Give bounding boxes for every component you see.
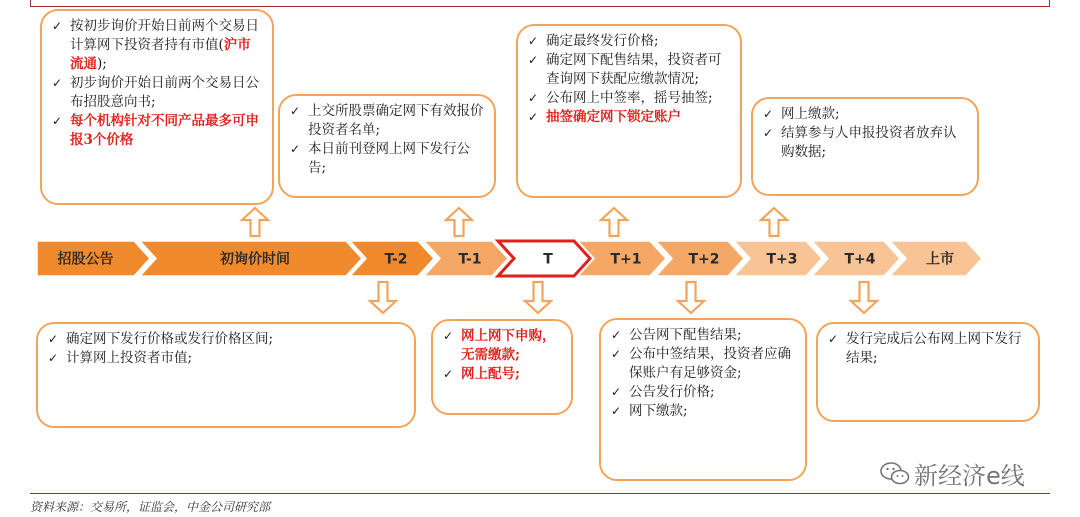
arrow-up-icon (446, 208, 472, 236)
check-icon: ✓ (52, 114, 63, 128)
bottom-rule (30, 493, 1050, 494)
check-icon: ✓ (528, 91, 539, 105)
text-run: 网上缴款; (781, 106, 840, 122)
arrow-up-icon (761, 208, 787, 236)
checklist-text (66, 349, 406, 368)
text-run: 计算网上投资者市值; (66, 350, 193, 366)
text-run: 公告网下配售结果; (629, 327, 742, 343)
check-icon: ✓ (52, 76, 63, 90)
checklist-text (629, 345, 797, 383)
check-icon: ✓ (48, 332, 59, 346)
checklist-item (48, 349, 406, 368)
text-run: 公布网上中签率，摇号抽签; (546, 90, 713, 106)
check-icon: ✓ (52, 19, 63, 33)
arrow-down-icon (678, 282, 704, 313)
checklist-text (629, 402, 797, 421)
checklist-text (629, 383, 797, 402)
text-run: 结算参与人申报投资者放弃认购数据; (781, 125, 957, 160)
timeline-label: 初询价时间 (220, 251, 290, 268)
check-icon: ✓ (290, 104, 301, 118)
check-icon: ✓ (290, 142, 301, 156)
timeline-label: T-2 (384, 251, 408, 268)
check-icon: ✓ (611, 328, 622, 342)
check-icon: ✓ (528, 110, 539, 124)
timeline-label: 上市 (926, 251, 954, 268)
checklist-text (461, 365, 563, 384)
checklist-item (443, 327, 563, 365)
check-icon: ✓ (48, 351, 59, 365)
text-run: 公告发行价格; (629, 384, 715, 400)
arrow-up-icon (242, 208, 268, 236)
text-run: ); (97, 56, 107, 72)
check-icon: ✓ (611, 385, 622, 399)
timeline-label: 招股公告 (57, 251, 114, 268)
timeline-label: T+1 (610, 251, 642, 268)
box-t-plus-2 (599, 318, 807, 481)
box-t-plus-4 (816, 322, 1040, 422)
box-t-minus-2 (36, 322, 416, 428)
check-icon: ✓ (443, 329, 454, 343)
check-icon: ✓ (763, 126, 774, 140)
checklist-item (48, 330, 406, 349)
arrow-down-icon (370, 282, 396, 313)
checklist-text (461, 327, 563, 365)
text-run: 初步询价开始日前两个交易日公布招股意向书; (70, 75, 259, 110)
timeline-label: T+2 (688, 251, 720, 268)
text-run: 沪市流通 (70, 37, 251, 72)
text-run: 确定网下发行价格或发行价格区间; (66, 331, 274, 347)
check-icon: ✓ (763, 107, 774, 121)
checklist-text (846, 330, 1030, 368)
checklist-item (611, 402, 797, 421)
timeline-label: T-1 (458, 251, 482, 268)
text-run: 网上网下申购，无需缴款; (461, 328, 556, 363)
text-run: 发行完成后公布网上网下发行结果; (846, 331, 1022, 366)
checklist-item (611, 383, 797, 402)
checklist-item (611, 345, 797, 383)
text-run: 每个机构针对不同产品最多可申报3个价格 (70, 113, 259, 148)
text-run: 公布中签结果，投资者应确保账户有足够资金; (629, 346, 791, 381)
source-note: 资料来源：交易所，证监会，中金公司研究部 (30, 500, 271, 514)
text-run: 网上配号; (461, 366, 520, 382)
watermark (880, 456, 1025, 493)
text-run: 确定最终发行价格; (546, 33, 659, 49)
checklist-item (611, 326, 797, 345)
box-t (431, 319, 573, 415)
timeline-label: T (543, 251, 553, 268)
check-icon: ✓ (611, 347, 622, 361)
check-icon: ✓ (528, 34, 539, 48)
check-icon: ✓ (443, 367, 454, 381)
arrow-down-icon (525, 282, 551, 313)
check-icon: ✓ (828, 332, 839, 346)
checklist-text (66, 330, 406, 349)
checklist-item (443, 365, 563, 384)
check-icon: ✓ (528, 53, 539, 67)
text-run: 按初步询价开始日前两个交易日计算网下投资者持有市值( (70, 18, 259, 53)
text-run: 确定网下配售结果，投资者可查询网下获配应缴款情况; (546, 52, 722, 87)
text-run: 抽签确定网下锁定账户 (546, 109, 681, 125)
timeline-label: T+3 (766, 251, 798, 268)
timeline-label: T+4 (844, 251, 876, 268)
checklist-item (828, 330, 1030, 368)
text-run: 本日前刊登网上网下发行公告; (308, 141, 470, 176)
wechat-icon (880, 461, 910, 493)
check-icon: ✓ (611, 404, 622, 418)
text-run: 网下缴款; (629, 403, 688, 419)
checklist-text (629, 326, 797, 345)
watermark-text: 新经济e线 (914, 462, 1025, 490)
arrow-down-icon (851, 282, 877, 313)
text-run: 上交所股票确定网下有效报价投资者名单; (308, 103, 484, 138)
arrow-up-icon (601, 208, 627, 236)
